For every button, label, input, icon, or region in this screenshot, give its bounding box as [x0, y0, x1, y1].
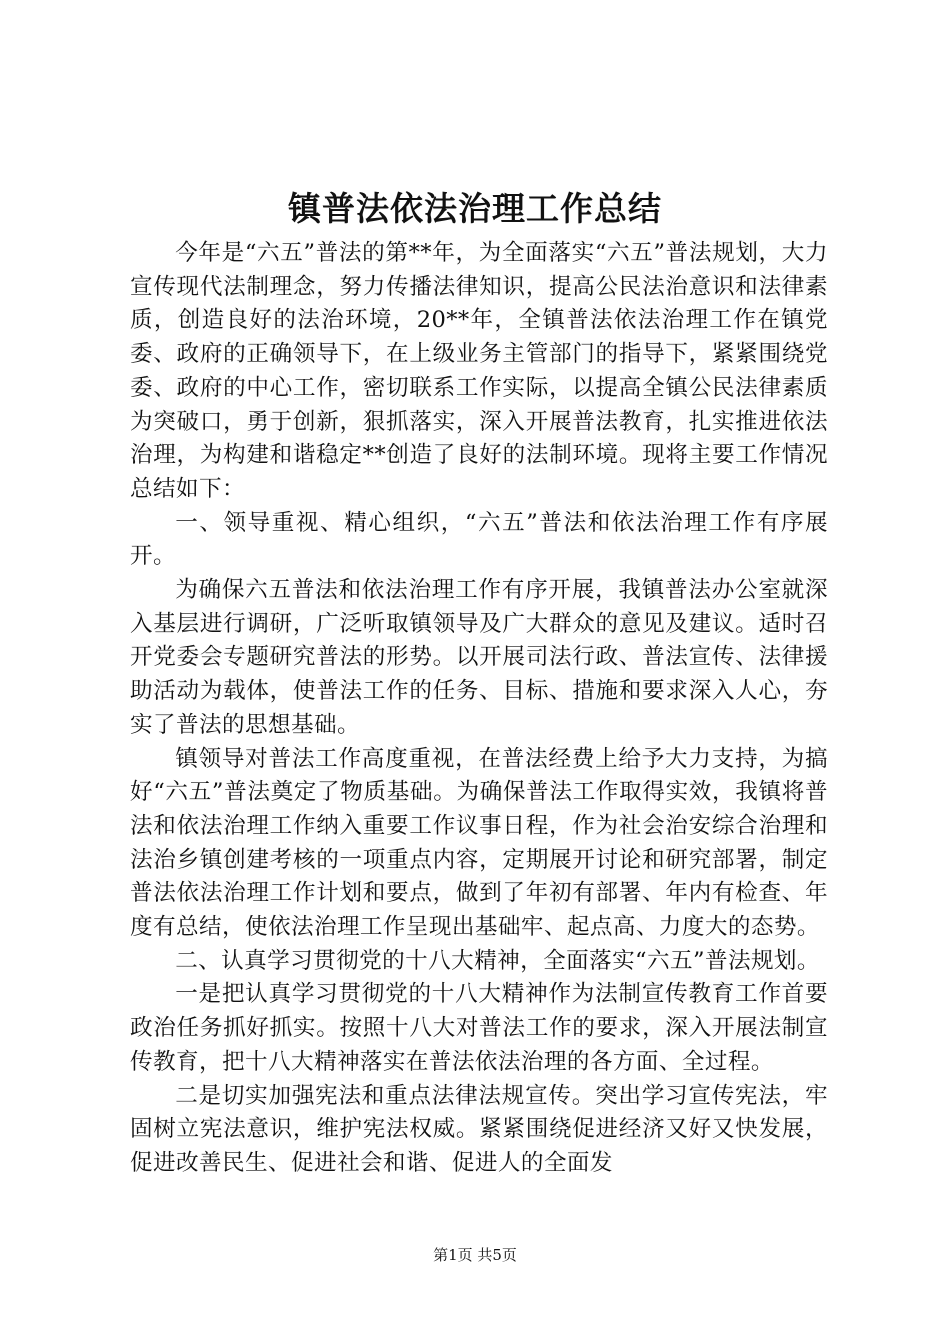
paragraph: 二是切实加强宪法和重点法律法规宣传。突出学习宣传宪法，牢固树立宪法意识，维护宪法权威。紧紧围绕促进经济又好又快发展，促进改善民生、促进社会和谐、促进人的全面发: [130, 1082, 828, 1176]
document-title: 镇普法依法治理工作总结: [288, 189, 662, 228]
page-number-footer: 第1页 共5页: [433, 1246, 517, 1264]
section-heading-1: 一、领导重视、精心组织，“六五”普法和依法治理工作有序展开。: [130, 509, 828, 570]
paragraph: 镇领导对普法工作高度重视，在普法经费上给予大力支持，为搞好“六五”普法奠定了物质基础。为确保普法工作取得实效，我镇将普法和依法治理工作纳入重要工作议事日程，作为社会治安综合治理和法治乡镇创建考核的一项重点内容，定期展开讨论和研究部署，制定普法依法治理工作计划和要点，做到了年初有部署、年内有检查、年度有总结，使依法治理工作呈现出基础牢、起点高、力度大的态势。: [130, 745, 828, 941]
paragraph-intro: 今年是“六五”普法的第**年，为全面落实“六五”普法规划，大力宣传现代法制理念，努力传播法律知识，提高公民法治意识和法律素质，创造良好的法治环境，20**年，全镇普法依法治理工作在镇党委、政府的正确领导下，在上级业务主管部门的指导下，紧紧围绕党委、政府的中心工作，密切联系工作实际，以提高全镇公民法律素质为突破口，勇于创新，狠抓落实，深入开展普法教育，扎实推进依法治理，为构建和谐稳定**创造了良好的法制环境。现将主要工作情况总结如下：: [130, 240, 828, 502]
document-body: [130, 237, 828, 1181]
paragraph: 一是把认真学习贯彻党的十八大精神作为法制宣传教育工作首要政治任务抓好抓实。按照十八大对普法工作的要求，深入开展法制宣传教育，把十八大精神落实在普法依法治理的各方面、全过程。: [130, 981, 828, 1075]
section-heading-2: 二、认真学习贯彻党的十八大精神，全面落实“六五”普法规划。: [175, 947, 820, 974]
paragraph: 为确保六五普法和依法治理工作有序开展，我镇普法办公室就深入基层进行调研，广泛听取镇领导及广大群众的意见及建议。适时召开党委会专题研究普法的形势。以开展司法行政、普法宣传、法律援助活动为载体，使普法工作的任务、目标、措施和要求深入人心，夯实了普法的思想基础。: [130, 577, 828, 738]
